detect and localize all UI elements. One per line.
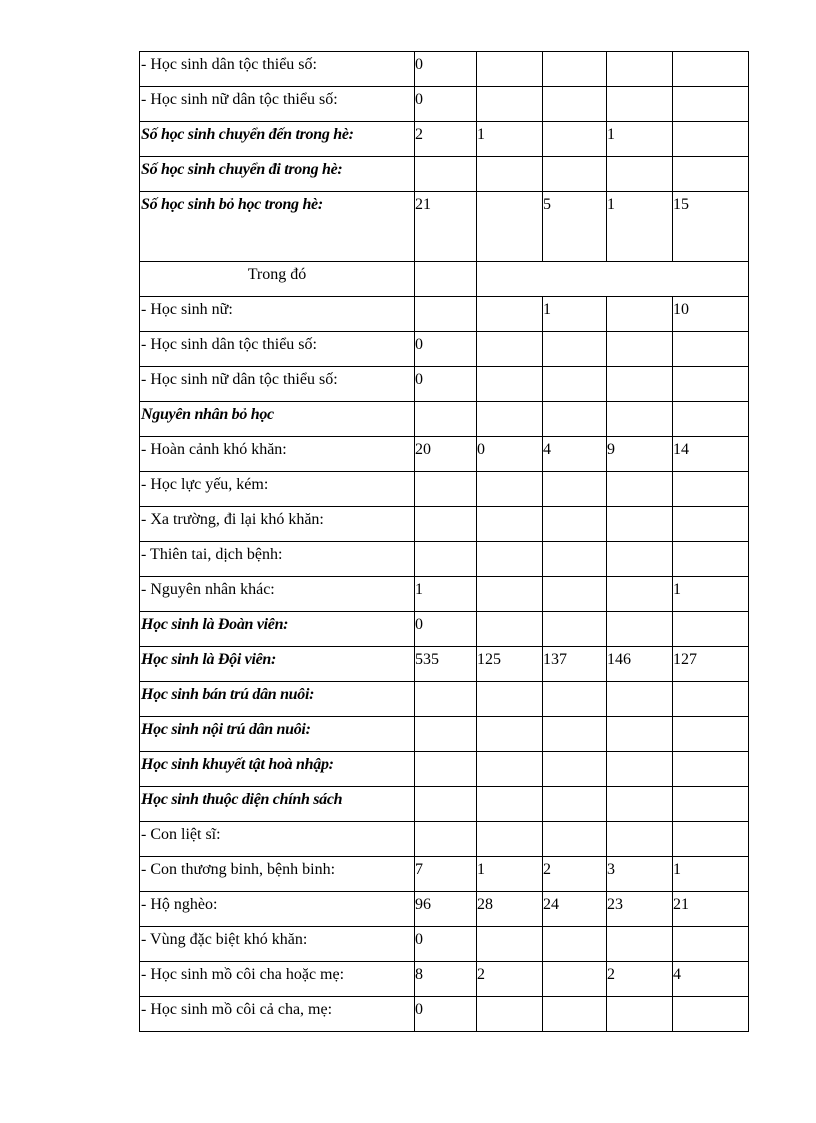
- table-row: [140, 857, 749, 892]
- row-label-cell: - Con thương binh, bệnh binh:: [140, 857, 415, 892]
- table-row: [140, 402, 749, 437]
- section-heading-cell: Nguyên nhân bỏ học: [140, 402, 415, 437]
- row-label-cell: - Học lực yếu, kém:: [140, 472, 415, 507]
- value-cell: [607, 542, 673, 577]
- table-row: [140, 297, 749, 332]
- value-cell: [607, 822, 673, 857]
- value-cell: 125: [477, 647, 543, 682]
- value-cell: [477, 52, 543, 87]
- table-row: [140, 577, 749, 612]
- value-cell: [673, 367, 749, 402]
- value-cell: [673, 472, 749, 507]
- value-cell: [543, 542, 607, 577]
- value-cell: [673, 752, 749, 787]
- value-cell: [543, 822, 607, 857]
- value-cell: [673, 157, 749, 192]
- value-cell: [543, 612, 607, 647]
- value-cell: 0: [415, 332, 477, 367]
- table-row: [140, 997, 749, 1032]
- table-row: [140, 892, 749, 927]
- value-cell: [673, 822, 749, 857]
- value-cell: [543, 367, 607, 402]
- table-row: [140, 367, 749, 402]
- value-cell: [415, 542, 477, 577]
- value-cell: 0: [415, 87, 477, 122]
- value-cell: 137: [543, 647, 607, 682]
- table-row: [140, 752, 749, 787]
- value-cell: [673, 52, 749, 87]
- section-heading-cell: Số học sinh bỏ học trong hè:: [140, 192, 415, 262]
- value-cell: [477, 997, 543, 1032]
- value-cell: [543, 332, 607, 367]
- value-cell: [477, 752, 543, 787]
- value-cell: [415, 157, 477, 192]
- value-cell: [543, 682, 607, 717]
- value-cell: [415, 717, 477, 752]
- value-cell: [607, 927, 673, 962]
- row-label-cell: - Vùng đặc biệt khó khăn:: [140, 927, 415, 962]
- table-row: [140, 192, 749, 262]
- value-cell: [477, 332, 543, 367]
- value-cell: 0: [415, 52, 477, 87]
- value-cell: [607, 997, 673, 1032]
- section-heading-cell: Học sinh bán trú dân nuôi:: [140, 682, 415, 717]
- value-cell: [673, 122, 749, 157]
- value-cell: 127: [673, 647, 749, 682]
- value-cell: [415, 297, 477, 332]
- value-cell: [673, 402, 749, 437]
- value-cell: [477, 297, 543, 332]
- value-cell: 1: [477, 857, 543, 892]
- value-cell: [477, 822, 543, 857]
- table-row: [140, 122, 749, 157]
- value-cell: 21: [415, 192, 477, 262]
- table-row: [140, 717, 749, 752]
- value-cell: [607, 87, 673, 122]
- value-cell: [607, 367, 673, 402]
- value-cell: 0: [415, 612, 477, 647]
- table-row: [140, 332, 749, 367]
- value-cell: 10: [673, 297, 749, 332]
- value-cell: 14: [673, 437, 749, 472]
- value-cell: [543, 157, 607, 192]
- value-cell: 1: [477, 122, 543, 157]
- value-cell: 1: [607, 122, 673, 157]
- value-cell: 20: [415, 437, 477, 472]
- table-row: [140, 612, 749, 647]
- value-cell: [543, 997, 607, 1032]
- value-cell: 4: [543, 437, 607, 472]
- value-cell: [607, 682, 673, 717]
- value-cell: 23: [607, 892, 673, 927]
- value-cell: [477, 367, 543, 402]
- value-cell: [543, 52, 607, 87]
- section-heading-cell: Số học sinh chuyển đi trong hè:: [140, 157, 415, 192]
- value-cell: [543, 507, 607, 542]
- value-cell: [477, 682, 543, 717]
- value-cell: 2: [415, 122, 477, 157]
- value-cell: [477, 717, 543, 752]
- value-cell: 0: [415, 997, 477, 1032]
- value-cell: [477, 542, 543, 577]
- table-row: [140, 682, 749, 717]
- value-cell: 7: [415, 857, 477, 892]
- value-cell: 1: [673, 857, 749, 892]
- value-cell: 0: [415, 367, 477, 402]
- value-cell: [477, 612, 543, 647]
- statistics-table-body: [140, 52, 749, 1032]
- row-label-cell: - Thiên tai, dịch bệnh:: [140, 542, 415, 577]
- value-cell: [543, 927, 607, 962]
- table-row: [140, 472, 749, 507]
- value-cell: [477, 87, 543, 122]
- table-row: [140, 962, 749, 997]
- table-row: [140, 787, 749, 822]
- value-cell: [543, 787, 607, 822]
- value-cell: 1: [673, 577, 749, 612]
- value-cell: [673, 787, 749, 822]
- value-cell: 28: [477, 892, 543, 927]
- value-cell: 1: [543, 297, 607, 332]
- value-cell: [415, 752, 477, 787]
- row-label-cell: Trong đó: [140, 262, 415, 297]
- value-cell: 0: [477, 437, 543, 472]
- value-cell: [415, 472, 477, 507]
- value-cell: [607, 752, 673, 787]
- table-row: [140, 52, 749, 87]
- value-cell: [477, 507, 543, 542]
- value-cell: [543, 577, 607, 612]
- section-heading-cell: Học sinh là Đội viên:: [140, 647, 415, 682]
- table-row: [140, 157, 749, 192]
- value-cell: [543, 402, 607, 437]
- value-cell: [607, 157, 673, 192]
- row-label-cell: - Xa trường, đi lại khó khăn:: [140, 507, 415, 542]
- value-cell: [673, 332, 749, 367]
- table-row: [140, 647, 749, 682]
- row-label-cell: - Học sinh nữ dân tộc thiểu số:: [140, 87, 415, 122]
- value-cell: 21: [673, 892, 749, 927]
- value-cell: [543, 472, 607, 507]
- value-cell: [477, 927, 543, 962]
- row-label-cell: - Con liệt sĩ:: [140, 822, 415, 857]
- value-cell: [543, 752, 607, 787]
- value-cell: 15: [673, 192, 749, 262]
- value-cell: [607, 577, 673, 612]
- value-cell: [543, 87, 607, 122]
- row-label-cell: - Học sinh mồ côi cả cha, mẹ:: [140, 997, 415, 1032]
- value-cell: [415, 787, 477, 822]
- table-row: [140, 542, 749, 577]
- value-cell: [673, 87, 749, 122]
- row-label-cell: - Hoàn cảnh khó khăn:: [140, 437, 415, 472]
- table-row: [140, 822, 749, 857]
- value-cell: 1: [607, 192, 673, 262]
- value-cell: 24: [543, 892, 607, 927]
- table-row: [140, 927, 749, 962]
- value-cell: [477, 192, 543, 262]
- value-cell: [543, 122, 607, 157]
- row-label-cell: - Học sinh mồ côi cha hoặc mẹ:: [140, 962, 415, 997]
- table-row: [140, 437, 749, 472]
- value-cell: [477, 472, 543, 507]
- value-cell: 5: [543, 192, 607, 262]
- value-cell: [415, 682, 477, 717]
- row-label-cell: - Học sinh nữ:: [140, 297, 415, 332]
- value-cell: 9: [607, 437, 673, 472]
- value-cell: [673, 682, 749, 717]
- value-cell: [415, 507, 477, 542]
- value-cell: [607, 297, 673, 332]
- value-cell: 8: [415, 962, 477, 997]
- value-cell: [415, 822, 477, 857]
- value-cell: 4: [673, 962, 749, 997]
- section-heading-cell: Học sinh là Đoàn viên:: [140, 612, 415, 647]
- table-row: [140, 262, 749, 297]
- value-cell: 96: [415, 892, 477, 927]
- value-cell: 3: [607, 857, 673, 892]
- value-cell: [607, 332, 673, 367]
- value-cell: [607, 717, 673, 752]
- table-row: [140, 507, 749, 542]
- row-label-cell: - Học sinh nữ dân tộc thiểu số:: [140, 367, 415, 402]
- value-cell: [415, 402, 477, 437]
- value-cell: [673, 997, 749, 1032]
- row-label-cell: - Học sinh dân tộc thiểu số:: [140, 332, 415, 367]
- value-cell: [607, 612, 673, 647]
- table-row: [140, 87, 749, 122]
- value-cell: [477, 787, 543, 822]
- value-cell: [543, 962, 607, 997]
- merged-value-cell: [477, 262, 749, 297]
- value-cell: 2: [477, 962, 543, 997]
- value-cell: [477, 577, 543, 612]
- row-label-cell: - Học sinh dân tộc thiểu số:: [140, 52, 415, 87]
- section-heading-cell: Học sinh thuộc diện chính sách: [140, 787, 415, 822]
- value-cell: [673, 612, 749, 647]
- value-cell: [673, 927, 749, 962]
- value-cell: 2: [543, 857, 607, 892]
- value-cell: [607, 402, 673, 437]
- value-cell: [673, 507, 749, 542]
- value-cell: [607, 787, 673, 822]
- value-cell: [543, 717, 607, 752]
- value-cell: [673, 717, 749, 752]
- value-cell: 535: [415, 647, 477, 682]
- value-cell: [477, 402, 543, 437]
- value-cell: 0: [415, 927, 477, 962]
- section-heading-cell: Học sinh khuyết tật hoà nhập:: [140, 752, 415, 787]
- value-cell: [607, 507, 673, 542]
- row-label-cell: - Hộ nghèo:: [140, 892, 415, 927]
- section-heading-cell: Học sinh nội trú dân nuôi:: [140, 717, 415, 752]
- row-label-cell: - Nguyên nhân khác:: [140, 577, 415, 612]
- value-cell: [607, 472, 673, 507]
- value-cell: [415, 262, 477, 297]
- value-cell: [673, 542, 749, 577]
- section-heading-cell: Số học sinh chuyển đến trong hè:: [140, 122, 415, 157]
- value-cell: 2: [607, 962, 673, 997]
- value-cell: [477, 157, 543, 192]
- value-cell: 1: [415, 577, 477, 612]
- value-cell: 146: [607, 647, 673, 682]
- value-cell: [607, 52, 673, 87]
- statistics-table: [139, 51, 749, 1032]
